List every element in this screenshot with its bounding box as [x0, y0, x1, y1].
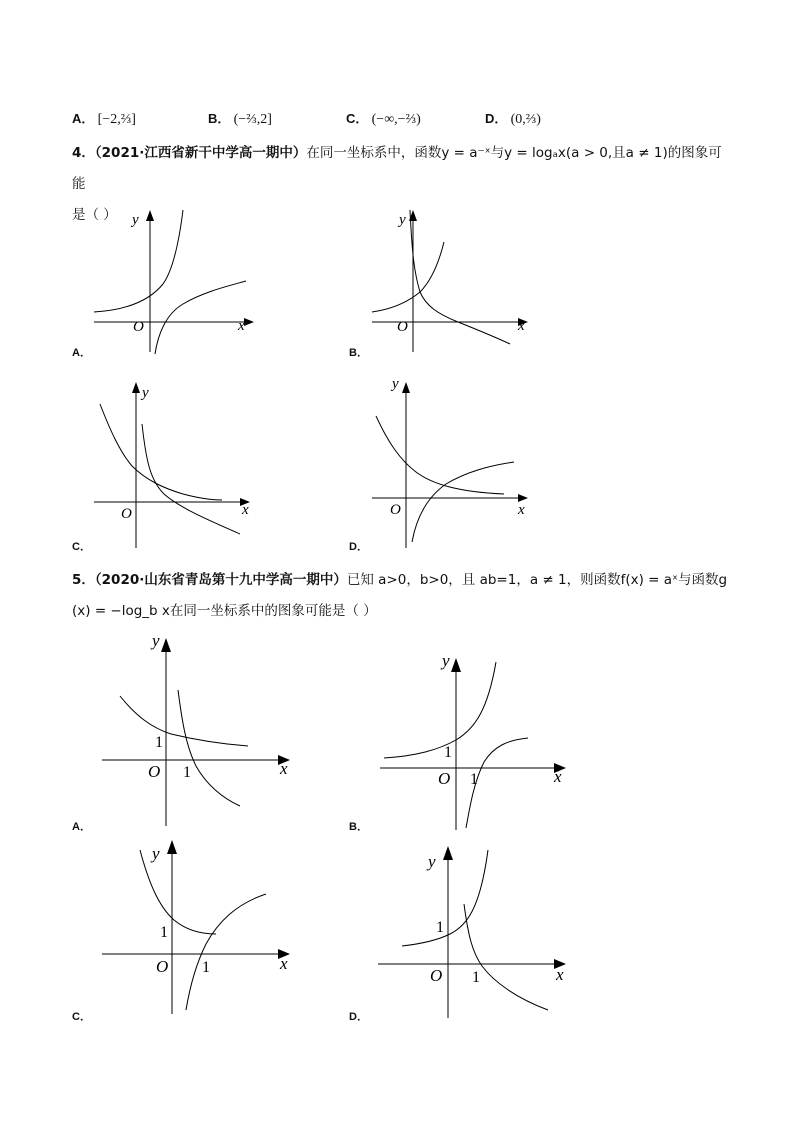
q3-option-b: B． (−⅔,2]	[208, 111, 272, 127]
q4-graph-d	[368, 372, 540, 552]
exp-curve	[120, 696, 248, 746]
log-curve	[412, 462, 514, 542]
q4-label-a: A．	[72, 347, 91, 359]
origin-label: O	[121, 506, 132, 522]
q5-graph-a	[96, 626, 302, 832]
origin-label: O	[397, 319, 408, 335]
x-axis-arrow	[244, 318, 254, 326]
log-curve	[178, 690, 240, 806]
x-axis-arrow	[518, 494, 528, 502]
origin-label: O	[156, 957, 169, 976]
exp-curve	[376, 416, 504, 494]
q5-graph-d	[376, 840, 576, 1020]
y-label: y	[399, 212, 406, 228]
q5-label-d: D．	[349, 1011, 368, 1023]
q3-option-a: A． [−2,⅔]	[72, 111, 136, 127]
q5-source: （2020·山东省青岛第十九中学高一期中）	[94, 572, 347, 588]
y-one-label: 1	[436, 919, 444, 936]
x-one-label: 1	[472, 969, 480, 986]
y-label: y	[392, 376, 399, 392]
x-label: x	[518, 318, 525, 334]
y-axis-arrow	[132, 382, 140, 393]
x-one-label: 1	[183, 764, 191, 781]
x-label: x	[518, 502, 525, 518]
log-curve	[410, 210, 510, 344]
x-one-label: 1	[202, 959, 210, 976]
origin-label: O	[430, 966, 443, 985]
q5-text-line1: 已知 a>0，b>0，且 ab=1，a ≠ 1，则函数f(x) = aˣ与函数g	[346, 572, 728, 588]
origin-label: O	[148, 762, 161, 781]
x-label: x	[280, 954, 288, 973]
y-label: y	[428, 852, 436, 871]
q5-graph-b	[376, 646, 576, 832]
exp-curve	[384, 662, 496, 758]
q4-graph-b	[368, 202, 540, 358]
y-label: y	[152, 631, 160, 650]
x-label: x	[556, 965, 564, 984]
q4-stem-line1	[72, 138, 732, 200]
q5-stem-line2: (x) = −log_b x在同一坐标系中的图象可能是（ ）	[72, 603, 377, 619]
log-curve	[142, 424, 240, 534]
origin-label: O	[133, 319, 144, 335]
y-axis-arrow	[167, 840, 177, 854]
y-axis-arrow	[402, 382, 410, 393]
q4-label-d: D．	[349, 541, 368, 553]
y-label: y	[152, 844, 160, 863]
q4-graph-c	[88, 380, 260, 552]
y-one-label: 1	[155, 734, 163, 751]
q5-label-a: A．	[72, 821, 91, 833]
y-axis-arrow	[451, 658, 461, 672]
q4-stem-line2: 是（ ）	[72, 207, 117, 223]
q5-graph-c	[96, 836, 302, 1016]
q4-label-c: C．	[72, 541, 91, 553]
y-one-label: 1	[444, 744, 452, 761]
q5-stem	[72, 565, 762, 627]
log-curve	[464, 904, 548, 1010]
log-curve	[186, 894, 266, 1010]
y-axis-arrow	[146, 210, 154, 221]
q5-label-b: B．	[349, 821, 368, 833]
q4-graph-a	[88, 202, 260, 358]
q4-number: 4．	[72, 145, 95, 161]
y-label: y	[442, 651, 450, 670]
origin-label: O	[390, 502, 401, 518]
x-label: x	[554, 767, 562, 786]
y-label: y	[132, 212, 139, 228]
y-label: y	[142, 385, 149, 401]
q4-label-b: B．	[349, 347, 368, 359]
y-one-label: 1	[160, 924, 168, 941]
q5-label-c: C．	[72, 1011, 91, 1023]
origin-label: O	[438, 769, 451, 788]
q5-number: 5．	[72, 572, 95, 588]
y-axis-arrow	[161, 638, 171, 652]
x-label: x	[238, 318, 245, 334]
q5-stem-line1	[72, 565, 762, 596]
exp-curve	[402, 850, 488, 946]
y-axis-arrow	[443, 846, 453, 860]
q3-option-d: D． (0,⅔)	[485, 111, 541, 127]
q4-text-line1: 在同一坐标系中，函数y = a⁻ˣ与y = logₐx(a > 0,且a ≠ 1)的图象可能	[72, 145, 722, 192]
q3-option-c: C． (−∞,−⅔)	[346, 111, 421, 127]
log-curve	[155, 281, 246, 354]
q4-source: （2021·江西省新干中学高一期中）	[94, 145, 307, 161]
x-label: x	[242, 502, 249, 518]
exp-curve	[372, 242, 444, 312]
exp-curve	[100, 404, 222, 500]
x-one-label: 1	[470, 771, 478, 788]
x-label: x	[280, 759, 288, 778]
